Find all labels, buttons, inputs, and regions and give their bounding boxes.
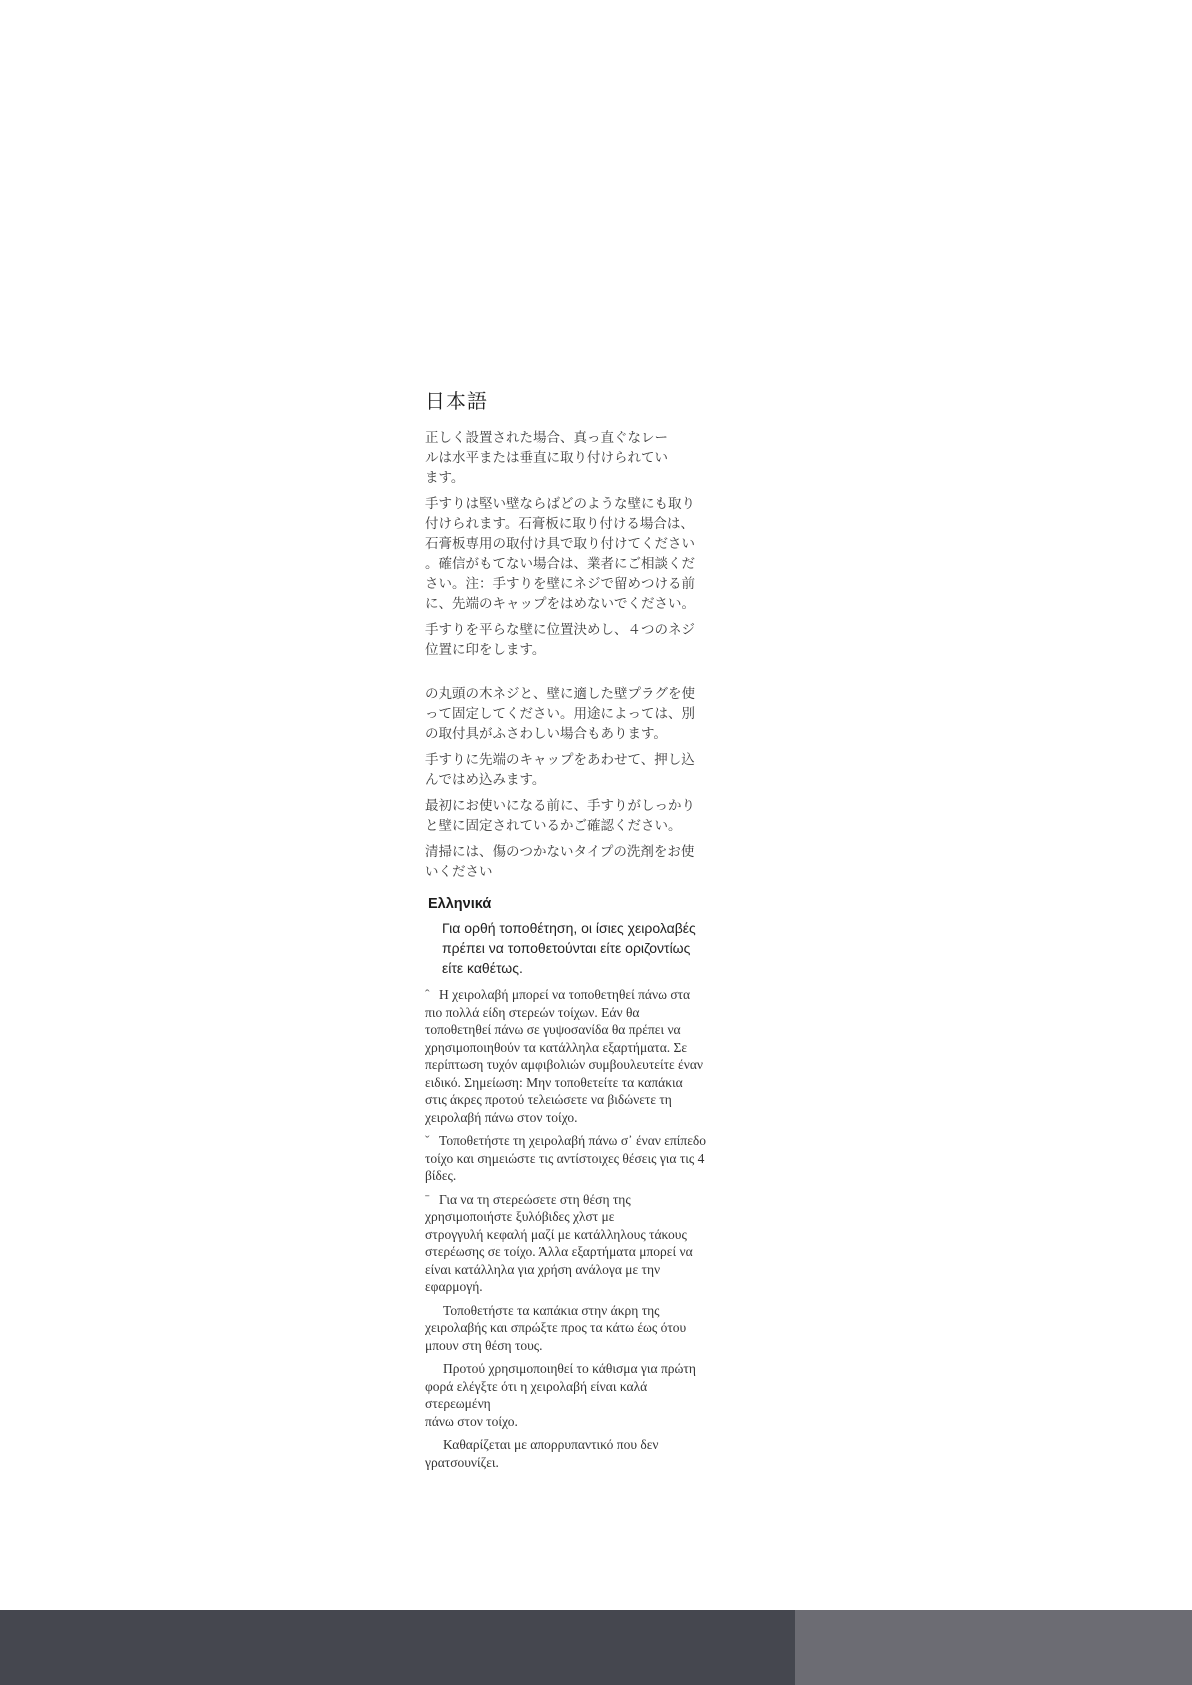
greek-paragraph-1-text: Η χειρολαβή μπορεί να τοποθετηθεί πάνω στα πιο πολλά είδη στερεών τοίχων. Εάν θα τοποθετηθεί πάνω σε γυψοσανίδα θα πρέπει να χρησιμοποιηθούν τα κατάλληλα εξαρτήματα. Σε περίπτωση τυχόν αμφιβολιών συμβουλευτείτε έναν ειδικό. Σημείωση: Μην τοποθετείτε τα καπάκια στις άκρες προτού τελειώσετε να βιδώνετε τη χειρολαβή πάνω στον τοίχο. — [425, 987, 704, 1125]
japanese-paragraph-7: 清掃には、傷のつかないタイプの洗剤をお使 いください — [425, 844, 695, 880]
japanese-paragraph-4: の丸頭の木ネジと、壁に適した壁プラグを使 って固定してください。用途によっては、別 の取付具がふさわしい場合もあります。 — [425, 686, 695, 742]
greek-paragraph-6-text: Καθαρίζεται με απορρυπαντικό που δεν γρατσουνίζει. — [425, 1437, 659, 1470]
greek-paragraph-3 — [425, 1191, 755, 1296]
greek-paragraph-1 — [425, 986, 755, 1126]
instructions-column — [425, 385, 745, 1477]
greek-paragraph-4-text: Τοποθετήστε τα καπάκια στην άκρη της χειρολαβής και σπρώξτε προς τα κάτω έως ότου μπουν στη θέση τους. — [425, 1302, 687, 1353]
greek-section-title: Ελληνικά — [428, 896, 492, 912]
greek-paragraph-5 — [425, 1360, 755, 1430]
bullet-mark: ˆ — [425, 987, 430, 1002]
japanese-paragraph-5: 手すりに先端のキャップをあわせて、押し込 んではめ込みます。 — [425, 752, 695, 788]
greek-paragraph-2 — [425, 1132, 755, 1185]
japanese-paragraph-1: 正しく設置された場合、真っ直ぐなレー ルは水平または垂直に取り付けられてい ます。 — [425, 430, 668, 486]
greek-paragraph-5-text: Προτού χρησιμοποιηθεί το κάθισμα για πρώτη φορά ελέγξτε ότι η χειρολαβή είναι καλά στερεωμένη πάνω στον τοίχο. — [425, 1361, 696, 1429]
japanese-section-title: 日本語 — [425, 389, 488, 413]
greek-paragraph-4 — [425, 1302, 755, 1355]
bullet-mark: ˉ — [425, 1191, 430, 1207]
greek-intro: Για ορθή τοποθέτηση, οι ίσιες χειρολαβές πρέπει να τοποθετούνται είτε οριζοντίως είτε καθέτως. — [442, 920, 696, 976]
greek-paragraph-3-text: Για να τη στερεώσετε στη θέση της χρησιμοποιήστε ξυλόβιδες χλστ με στρογγυλή κεφαλή μαζί με κατάλληλους τάκους στερέωσης σε τοίχο. Άλλα εξαρτήματα μπορεί να είναι κατάλληλα για χρήση ανάλογα με την εφαρμογή. — [425, 1191, 693, 1294]
japanese-paragraph-3: 手すりを平らな壁に位置決めし、４つのネジ 位置に印をします。 — [425, 622, 695, 658]
greek-paragraph-6 — [425, 1436, 755, 1471]
japanese-paragraph-6: 最初にお使いになる前に、手すりがしっかり と壁に固定されているかご確認ください。 — [425, 798, 695, 834]
japanese-paragraph-2: 手すりは堅い壁ならばどのような壁にも取り 付けられます。石膏板に取り付ける場合は、 石膏板専用の取付け具で取り付けてください 。確信がもてない場合は、業者にご相談くだ さい。注：手すりを壁にネジで留めつける前 に、先端のキャップをはめないでください。 — [425, 496, 695, 612]
viewer-footer-bar — [0, 1610, 795, 1685]
viewer-footer-side-panel — [795, 1610, 1192, 1685]
greek-paragraph-2-text: Τοποθετήστε τη χειρολαβή πάνω σ᾽ έναν επίπεδο τοίχο και σημειώστε τις αντίστοιχες θέσεις για τις 4 βίδες. — [425, 1133, 707, 1183]
bullet-mark: ˇ — [425, 1133, 430, 1148]
